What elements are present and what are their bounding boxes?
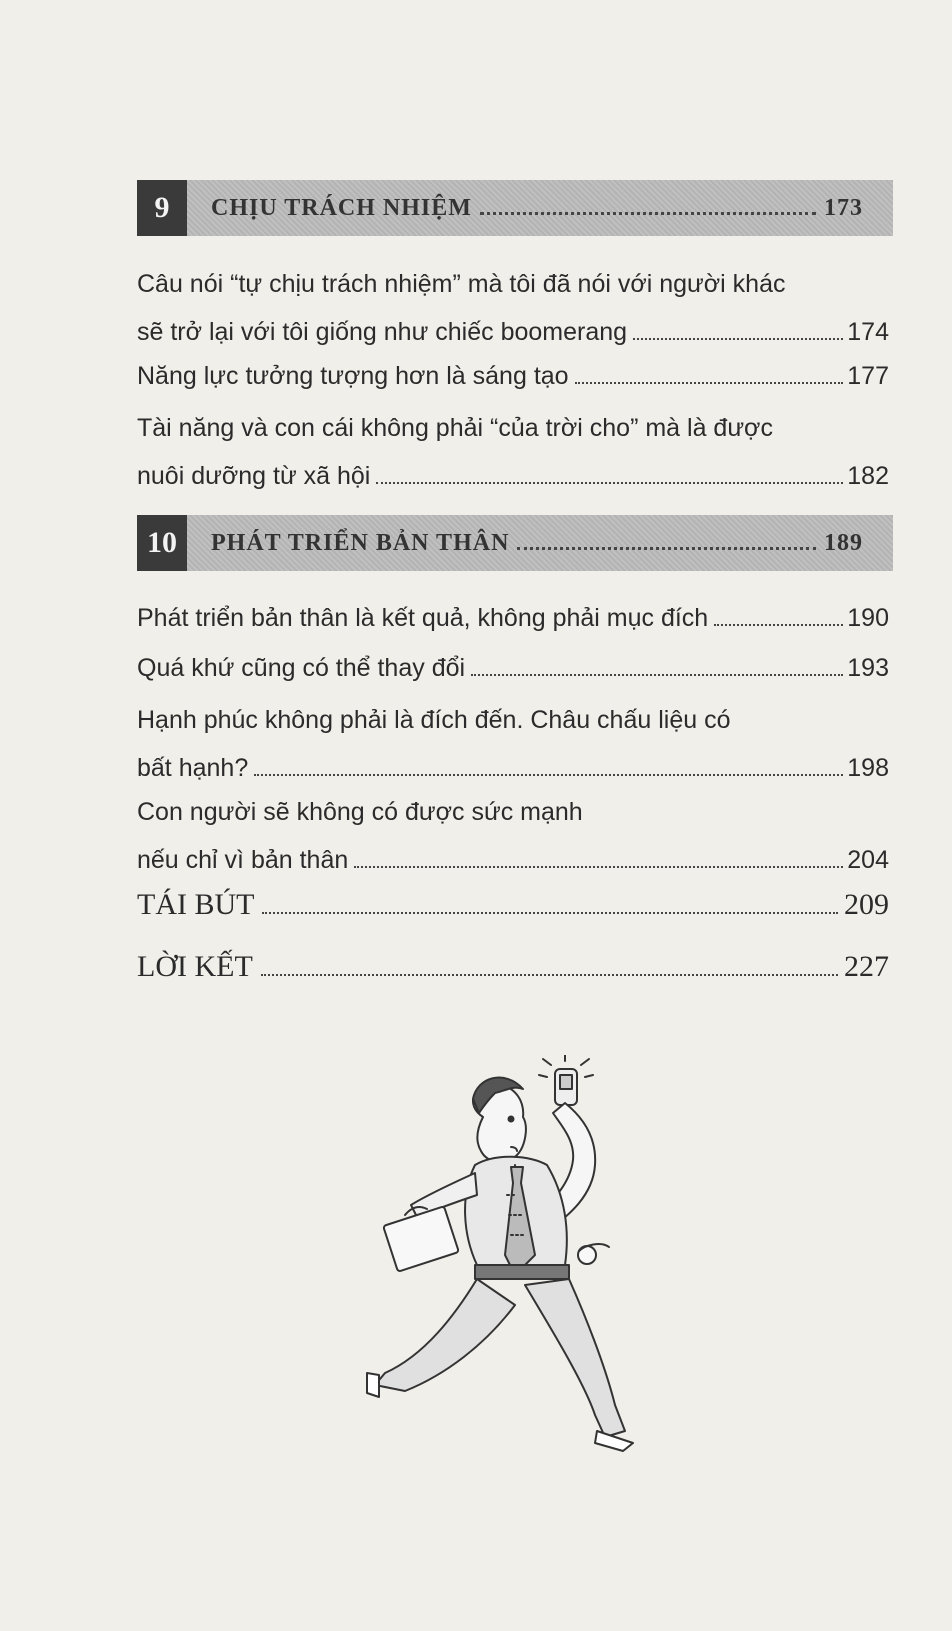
entry-page: 190 xyxy=(847,604,889,632)
chapter-title-row xyxy=(187,195,893,222)
chapter-number: 10 xyxy=(137,515,187,571)
entry-line: Con người sẽ không có được sức mạnh xyxy=(137,798,583,826)
entry-line: Hạnh phúc không phải là đích đến. Châu chấu liệu có xyxy=(137,706,731,734)
entry-line: nuôi dưỡng từ xã hội xyxy=(137,462,371,490)
back-matter-title: TÁI BÚT xyxy=(137,888,255,921)
toc-entry xyxy=(137,644,889,692)
back-matter-page: 227 xyxy=(844,950,889,983)
toc-entry xyxy=(137,788,889,884)
entry-line: Câu nói “tự chịu trách nhiệm” mà tôi đã nói với người khác xyxy=(137,270,786,298)
entry-line: bất hạnh? xyxy=(137,754,249,782)
entry-page: 198 xyxy=(847,754,889,782)
phone-icon xyxy=(539,1055,593,1105)
toc-entry xyxy=(137,352,889,400)
dot-leader xyxy=(354,866,843,868)
dot-leader xyxy=(261,974,838,976)
entry-line: Tài năng và con cái không phải “của trời cho” mà là được xyxy=(137,414,773,442)
toc-entry xyxy=(137,404,889,500)
entry-line: nếu chỉ vì bản thân xyxy=(137,846,349,874)
entry-page: 193 xyxy=(847,654,889,682)
entry-line: Năng lực tưởng tượng hơn là sáng tạo xyxy=(137,362,569,390)
entry-line: Quá khứ cũng có thể thay đổi xyxy=(137,654,466,682)
back-matter-title: LỜI KẾT xyxy=(137,950,253,983)
dot-leader xyxy=(575,382,844,384)
chapter-header-10 xyxy=(137,515,893,571)
toc-back-matter-entry xyxy=(137,950,889,984)
entry-page: 177 xyxy=(847,362,889,390)
dot-leader xyxy=(471,674,843,676)
toc-entry xyxy=(137,696,889,792)
dot-leader xyxy=(262,912,838,914)
entry-page: 204 xyxy=(847,846,889,874)
entry-page: 182 xyxy=(847,462,889,490)
chapter-page: 173 xyxy=(824,194,863,221)
toc-entry xyxy=(137,260,889,356)
dot-leader xyxy=(254,774,843,776)
chapter-title: CHỊU TRÁCH NHIỆM xyxy=(211,194,472,221)
dot-leader xyxy=(633,338,843,340)
chapter-header-9 xyxy=(137,180,893,236)
chapter-page: 189 xyxy=(824,529,863,556)
toc-back-matter-entry xyxy=(137,888,889,922)
entry-page: 174 xyxy=(847,318,889,346)
dot-leader xyxy=(480,212,816,215)
chapter-number: 9 xyxy=(137,180,187,236)
running-businessman-with-phone-illustration xyxy=(365,1055,665,1475)
chapter-title-row xyxy=(187,530,893,557)
dot-leader xyxy=(376,482,843,484)
back-matter-page: 209 xyxy=(844,888,889,921)
chapter-title: PHÁT TRIỂN BẢN THÂN xyxy=(211,529,510,556)
dot-leader xyxy=(714,624,843,626)
dot-leader xyxy=(517,547,816,550)
entry-line: sẽ trở lại với tôi giống như chiếc boomerang xyxy=(137,318,628,346)
toc-entry xyxy=(137,594,889,642)
entry-line: Phát triển bản thân là kết quả, không phải mục đích xyxy=(137,604,709,632)
